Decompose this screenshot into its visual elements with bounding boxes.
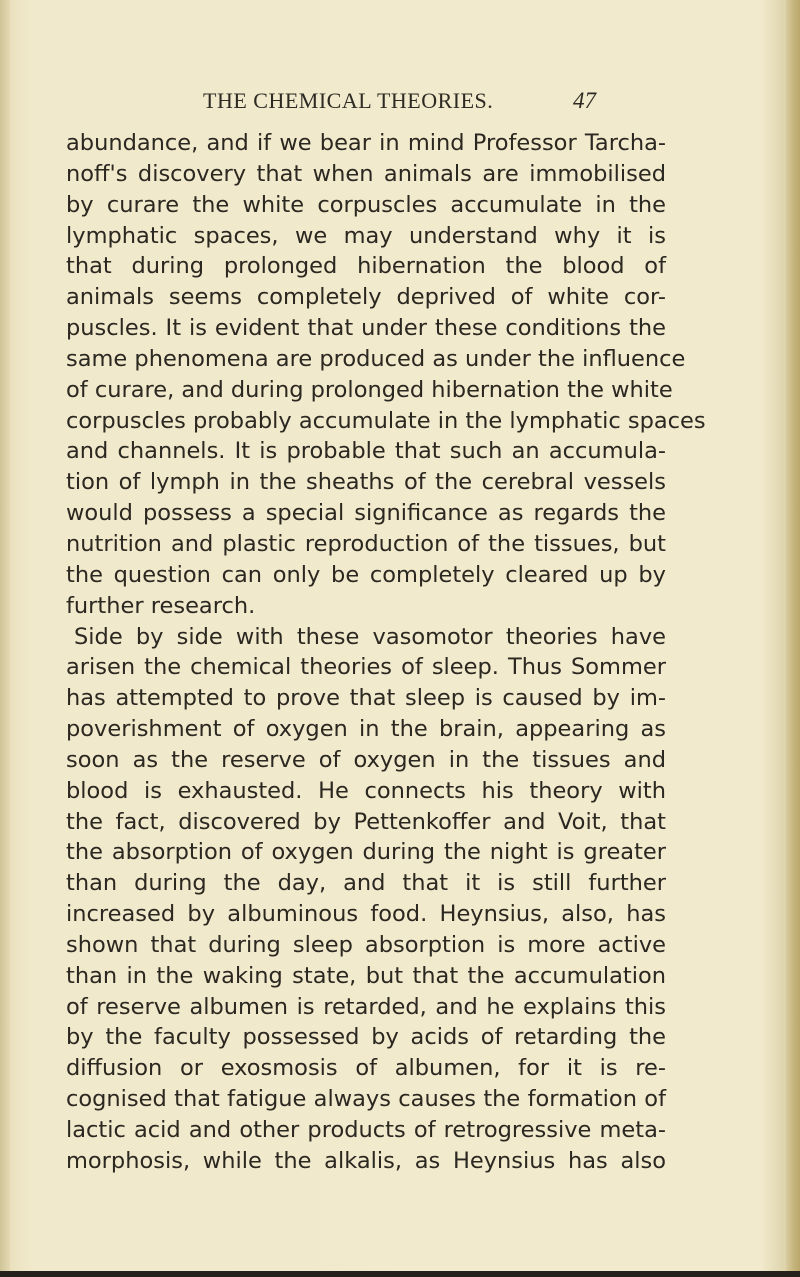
text-line: puscles. It is evident that under these conditions the (66, 315, 666, 342)
text-line: further research. (66, 592, 256, 619)
text-line: than in the waking state, but that the accumulation (66, 962, 666, 989)
page-number: 47 (573, 88, 596, 113)
text-line: animals seems completely deprived of white cor- (66, 284, 666, 311)
body-text (66, 128, 706, 1177)
page-header (0, 88, 800, 118)
text-line: tion of lymph in the sheaths of the cerebral vessels (66, 469, 666, 496)
text-line: by the faculty possessed by acids of retarding the (66, 1024, 666, 1051)
text-line: that during prolonged hibernation the blood of (66, 253, 666, 280)
text-line: the question can only be completely cleared up by (66, 561, 666, 588)
text-line: increased by albuminous food. Heynsius, also, has (66, 901, 666, 928)
text-line: diffusion or exosmosis of albumen, for it is re- (66, 1055, 666, 1082)
text-line: lymphatic spaces, we may understand why it is (66, 222, 666, 249)
page-left-edge (0, 0, 10, 1277)
text-line: of reserve albumen is retarded, and he explains this (66, 993, 666, 1020)
text-line: cognised that fatigue always causes the formation of (66, 1086, 666, 1113)
text-line: morphosis, while the alkalis, as Heynsius has also (66, 1147, 666, 1174)
text-line: poverishment of oxygen in the brain, appearing as (66, 716, 666, 743)
text-line: blood is exhausted. He connects his theory with (66, 777, 666, 804)
text-line: noff's discovery that when animals are immobilised (66, 160, 666, 187)
text-line: by curare the white corpuscles accumulate in the (66, 191, 666, 218)
text-line: the absorption of oxygen during the night is greater (66, 839, 666, 866)
text-line: arisen the chemical theories of sleep. Thus Sommer (66, 654, 666, 681)
text-line: of curare, and during prolonged hibernation the white (66, 376, 673, 403)
text-line: has attempted to prove that sleep is caused by im- (66, 685, 666, 712)
text-line: shown that during sleep absorption is more active (66, 931, 666, 958)
page-bottom-edge (0, 1271, 800, 1277)
text-line: and channels. It is probable that such an accumula- (66, 438, 666, 465)
text-line: corpuscles probably accumulate in the lymphatic spaces (66, 407, 706, 434)
text-line: lactic acid and other products of retrogressive meta- (66, 1117, 666, 1143)
page-right-edge (786, 0, 800, 1277)
text-line: same phenomena are produced as under the influence (66, 345, 686, 372)
text-line: soon as the reserve of oxygen in the tissues and (66, 746, 666, 773)
text-line: would possess a special significance as regards the (66, 500, 666, 527)
text-line: Side by side with these vasomotor theories have (74, 623, 666, 650)
text-line: nutrition and plastic reproduction of the tissues, but (66, 530, 666, 557)
running-head: THE CHEMICAL THEORIES. (203, 88, 494, 113)
text-line: than during the day, and that it is still further (66, 870, 666, 897)
text-line: the fact, discovered by Pettenkoffer and Voit, that (66, 808, 666, 835)
text-line: abundance, and if we bear in mind Professor Tarcha- (66, 130, 666, 156)
